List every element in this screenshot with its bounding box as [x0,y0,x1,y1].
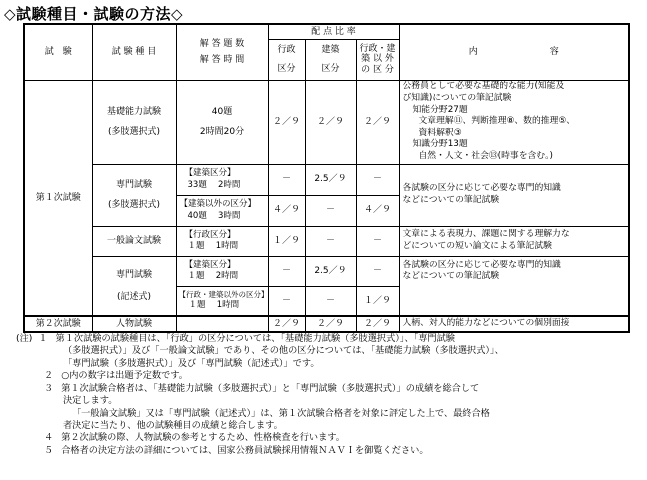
basic-content [399,80,629,164]
header-admin [268,39,305,80]
header-other-line1: 行政・建 [359,43,396,54]
special-desc-r2-other: １／９ [356,286,399,316]
essay-content-line: どについての短い論文による筆記試験 [402,241,552,251]
special-desc-r2-arch: － [305,286,356,316]
special-desc-type-line2: (記述式) [116,291,152,302]
special-mc-arch-label: 【建築区分】 [184,168,236,179]
interview-content: 人柄、対人的能力などについての個別面接 [399,316,629,332]
special-desc-arch-label: 【建築区分】 [184,259,236,270]
special-mc-content-line: などについての筆記試験 [402,195,500,205]
interview-type: 人物試験 [92,316,176,332]
header-type: 試 験 種 目 [92,24,176,80]
special-desc-arch-cell [176,256,268,286]
basic-admin-ratio: ２／９ [268,80,305,164]
special-mc-r2-other: ４／９ [356,195,399,226]
basic-time: 2時間20分 [199,127,245,137]
note-3-line3: 「一般論文試験」又は「専門試験（記述式）」は、第１次試験合格者を対象に評定した上で、最終合格 [72,407,490,419]
basic-content-line: 知識分野13題 [412,139,468,150]
special-desc-other-label: 【行政・建築以外の区分】 [178,290,269,300]
special-mc-content-line: 各試験の区分に応じて必要な専門的知識 [402,183,561,194]
header-score: 配 点 比 率 [268,24,399,39]
special-desc-content [399,256,629,316]
special-mc-content [399,164,629,226]
header-content: 内 容 [399,24,629,80]
note-3 [16,383,641,395]
special-mc-r1-other: － [356,164,399,195]
note-3-line2: 決定します。 [63,395,118,407]
basic-content-line: 資料解釈③ [418,127,462,138]
essay-other: － [356,226,399,256]
note-4-text: 第２次試験の際、人物試験の参考とするため、性格検査を行います。 [61,432,345,444]
header-count: 解 答 題 数 [199,39,245,50]
basic-content-line: 文章理解⑪、判断推理⑧、数的推理⑤、 [418,116,576,127]
header-other-line3: の 区 分 [361,64,394,75]
special-mc-other-label: 【建築以外の区分】 [179,199,257,210]
special-mc-other-cell [176,195,268,226]
second-exam-cell: 第２次試験 [24,316,92,332]
header-arch-line1: 建築 [321,44,340,55]
special-desc-content-line: などについての筆記試験 [402,271,500,282]
note-3-line1: 第１次試験合格者は、「基礎能力試験（多肢選択式）」と「専門試験（多肢選択式）」の成績を総合して [61,382,480,394]
note-1-number: １ [38,333,48,344]
interview-admin: ２／９ [268,316,305,332]
note-1-line2: （多肢選択式）」及び「一般論文試験」であり、その他の区分については、「基礎能力試験（多肢選択式）」、 [63,345,504,357]
note-4 [16,432,641,444]
special-desc-r1-other: － [356,256,399,286]
header-time: 解 答 時 間 [199,55,245,66]
basic-arch-ratio: ２／９ [305,80,356,164]
special-mc-r1-arch: 2.5／９ [305,164,356,195]
special-mc-type-line2: (多肢選択式) [107,200,161,210]
essay-type: 一般論文試験 [92,226,176,256]
header-arch [305,39,356,80]
header-other-line2: 築 以 外 [361,54,394,65]
special-desc-other-detail: １題 1時間 [188,300,240,311]
basic-type-line1: 基礎能力試験 [106,106,161,117]
essay-content-line: 文章による表現力、課題に関する理解力な [402,229,570,240]
basic-content-line: 公務員として必要な基礎的な能力(知能及 [402,81,565,92]
header-other [356,39,399,80]
essay-label: 【行政区分】 [184,229,236,240]
note-3-line4: 者決定に当たり、他の試験種目の成績と総合します。 [63,419,283,431]
note-2-text: ○内の数字は出題予定数です。 [61,370,188,382]
basic-content-line: び知識)についての筆記試験 [402,92,512,103]
special-mc-arch-detail: 33題 2時間 [187,179,241,190]
first-exam-cell: 第１次試験 [24,80,92,316]
special-mc-type [92,164,176,226]
basic-count-time [176,80,268,164]
basic-content-line: 自然・人文・社会⑬(時事を含む。) [418,151,553,162]
note-5-number: ５ [44,444,54,456]
basic-type [92,80,176,164]
exam-table [23,23,630,333]
note-3-number: ３ [44,382,54,394]
notes [16,333,641,457]
interview-arch: ２／９ [305,316,356,332]
special-desc-r1-admin: － [268,256,305,286]
basic-type-line2: (多肢選択式) [107,127,161,137]
essay-content [399,226,629,256]
page-title: ◇試験種目・試験の方法◇ [4,5,184,23]
header-exam: 試 験 [24,24,92,80]
essay-detail: １題 1時間 [187,241,239,251]
header-count-time [176,24,268,80]
note-1-line3: 「専門試験（多肢選択式）」及び「専門試験（記述式）」です。 [63,357,320,369]
essay-cell [176,226,268,256]
interview-count-empty [176,316,268,332]
notes-prefix: (注) [16,333,33,344]
note-5-text: 合格者の決定方法の詳細については、国家公務員試験採用情報ＮＡＶＩを御覧ください。 [61,444,429,456]
header-admin-line1: 行政 [277,44,296,55]
special-mc-type-line1: 専門試験 [115,179,152,190]
essay-admin: １／９ [268,226,305,256]
note-2-number: ２ [44,370,54,382]
special-desc-content-line: 各試験の区分に応じて必要な専門的知識 [402,259,561,270]
special-mc-r2-admin: ４／９ [268,195,305,226]
basic-other-ratio: ２／９ [356,80,399,164]
special-desc-type-line1: 専門試験 [115,269,152,280]
special-mc-r1-admin: － [268,164,305,195]
special-desc-r1-arch: 2.5／９ [305,256,356,286]
basic-content-line: 知能分野27題 [412,104,468,115]
header-arch-line2: 区分 [321,64,340,74]
note-1-line1: 第１次試験の試験種目は、「行政」の区分については、「基礎能力試験（多肢選択式）」、「専門試験 [55,333,455,344]
note-5 [16,445,641,457]
special-mc-other-detail: 40題 3時間 [187,210,241,221]
special-desc-arch-detail: １題 2時間 [187,271,239,281]
note-4-number: ４ [44,432,54,444]
special-mc-r2-arch: － [305,195,356,226]
special-desc-r2-admin: － [268,286,305,316]
note-2 [16,370,641,382]
special-desc-other-cell [176,286,268,316]
header-admin-line2: 区分 [277,64,296,74]
basic-count: 40題 [211,106,233,117]
interview-other: ２／９ [356,316,399,332]
essay-arch: － [305,226,356,256]
special-desc-type [92,256,176,316]
note-1 [16,333,641,345]
special-mc-arch-cell [176,164,268,195]
